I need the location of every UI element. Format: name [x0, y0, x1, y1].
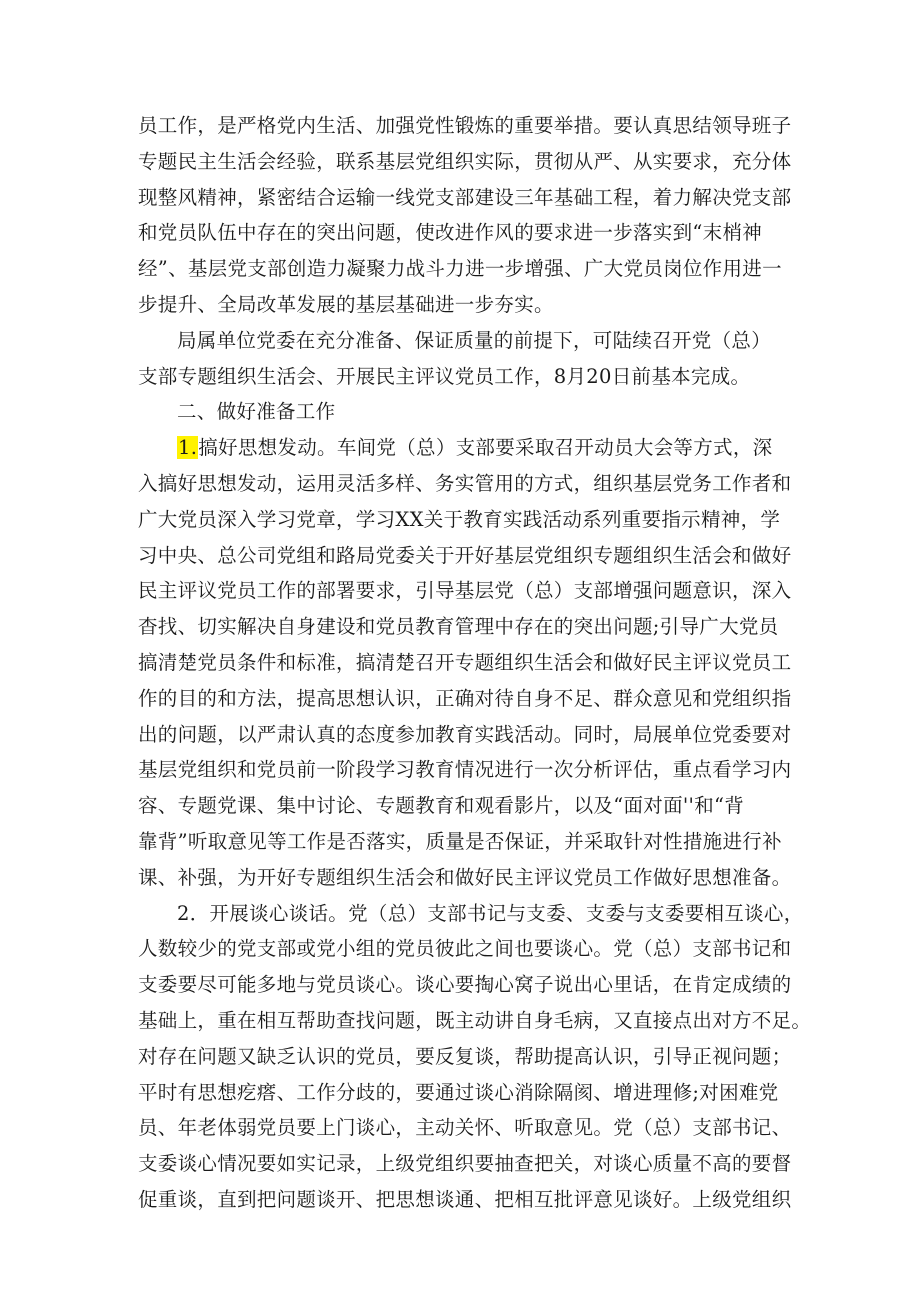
text-line: 杳找、切实解决自身建设和党员教育管理中存在的突出问题;引导广大党员	[138, 615, 779, 639]
text-line: 现整风精神，紧密结合运输一线党支部建设三年基础工程，着力解决党支部	[138, 185, 792, 209]
paragraph-start-line: 局属单位党委在充分准备、保证质量的前提下，可陆续召开党（总）	[177, 328, 772, 352]
text-line: 经”、基层党支部创造力凝聚力战斗力进一步增强、广大党员岗位作用进一	[138, 257, 782, 281]
text-line: 支委要尽可能多地与党员谈心。谈心要掏心窝子说出心里话，在肯定成绩的	[138, 973, 792, 997]
text-line: 支委谈心情况要如实记录，上级党组织要抽查把关，对谈心质量不高的要督	[138, 1152, 792, 1176]
text-line: 出的问题，以严肃认真的态度参加教育实践活动。同时，局展单位党委要对	[138, 722, 792, 746]
text-line: 民主评议党员工作的部署要求，引导基层党（总）支部增强问题意识，深入	[138, 579, 792, 603]
text-line: 员、年老体弱党员要上门谈心，主动关怀、听取意见。党（总）支部书记、	[138, 1116, 792, 1140]
text-line: 习中央、总公司党组和路局党委关于开好基层党组织专题组织生活会和做好	[138, 543, 792, 567]
text-line: 搞清楚党员条件和标准，搞清楚召开专题组织生活会和做好民主评议党员工	[138, 650, 792, 674]
text-line: 靠背”听取意见等工作是否落实，质量是否保证，并采取针对性措施进行补	[138, 829, 782, 853]
text-line: 入搞好思想发动，运用灵活多样、务实管用的方式，组织基层党务工作者和	[138, 471, 792, 495]
text-line: 平时有思想疙瘩、工作分歧的，要通过谈心消除隔阂、增进理修;对困难党	[138, 1080, 779, 1104]
numbered-item-line	[138, 430, 793, 466]
text-line: 基础上，重在相互帮助查找问题，既主动讲自身毛病，又直接点出对方不足。	[138, 1008, 812, 1032]
document-body	[138, 108, 812, 1218]
text-line: 专题民主生活会经验，联系基层党组织实际，贯彻从严、从实要求，充分体	[138, 149, 792, 173]
numbered-item-line: 2．开展谈心谈话。党（总）支部书记与支委、支委与支委要相互谈心，	[177, 901, 804, 925]
text-line: 促重谈，直到把问题谈开、把思想谈通、把相互批评意见谈好。上级党组织	[138, 1187, 792, 1211]
text-line: 步提升、全局改革发展的基层基础进一步夯实。	[138, 292, 554, 316]
item-text: 搞好思想发动。车间党（总）支部要采取召开动员大会等方式，深	[198, 436, 773, 460]
text-line: 和党员队伍中存在的突出问题，使改进作风的要求进一步落实到“末梢神	[138, 221, 763, 245]
section-heading: 二、做好准备工作	[177, 400, 336, 424]
text-line: 容、专题党课、集中讨论、专题教育和观看影片，以及“面对面''和“背	[138, 794, 745, 818]
text-line: 广大党员深入学习党章，学习XX关于教育实践活动系列重要指示精神，学	[138, 507, 781, 531]
text-line: 对存在问题又缺乏认识的党员，要反复谈，帮助提高认识，引导正视问题；	[138, 1044, 792, 1068]
text-line: 作的目的和方法，提高思想认识，正确对待自身不足、群众意见和党组织指	[138, 686, 792, 710]
text-line: 基层党组织和党员前一阶段学习教育情况进行一次分析评估，重点看学习内	[138, 758, 792, 782]
highlighted-number: 1.	[178, 436, 198, 460]
text-line: 支部专题组织生活会、开展民主评议党员工作，8月20日前基本完成。	[138, 364, 751, 388]
text-line: 人数较少的党支部或党小组的党员彼此之间也要谈心。党（总）支部书记和	[138, 937, 792, 961]
text-line: 员工作，是严格党内生活、加强党性锻炼的重要举措。要认真思结领导班子	[138, 114, 792, 137]
text-line: 课、补强，为开好专题组织生活会和做好民主评议党员工作做好思想准备。	[138, 865, 792, 889]
